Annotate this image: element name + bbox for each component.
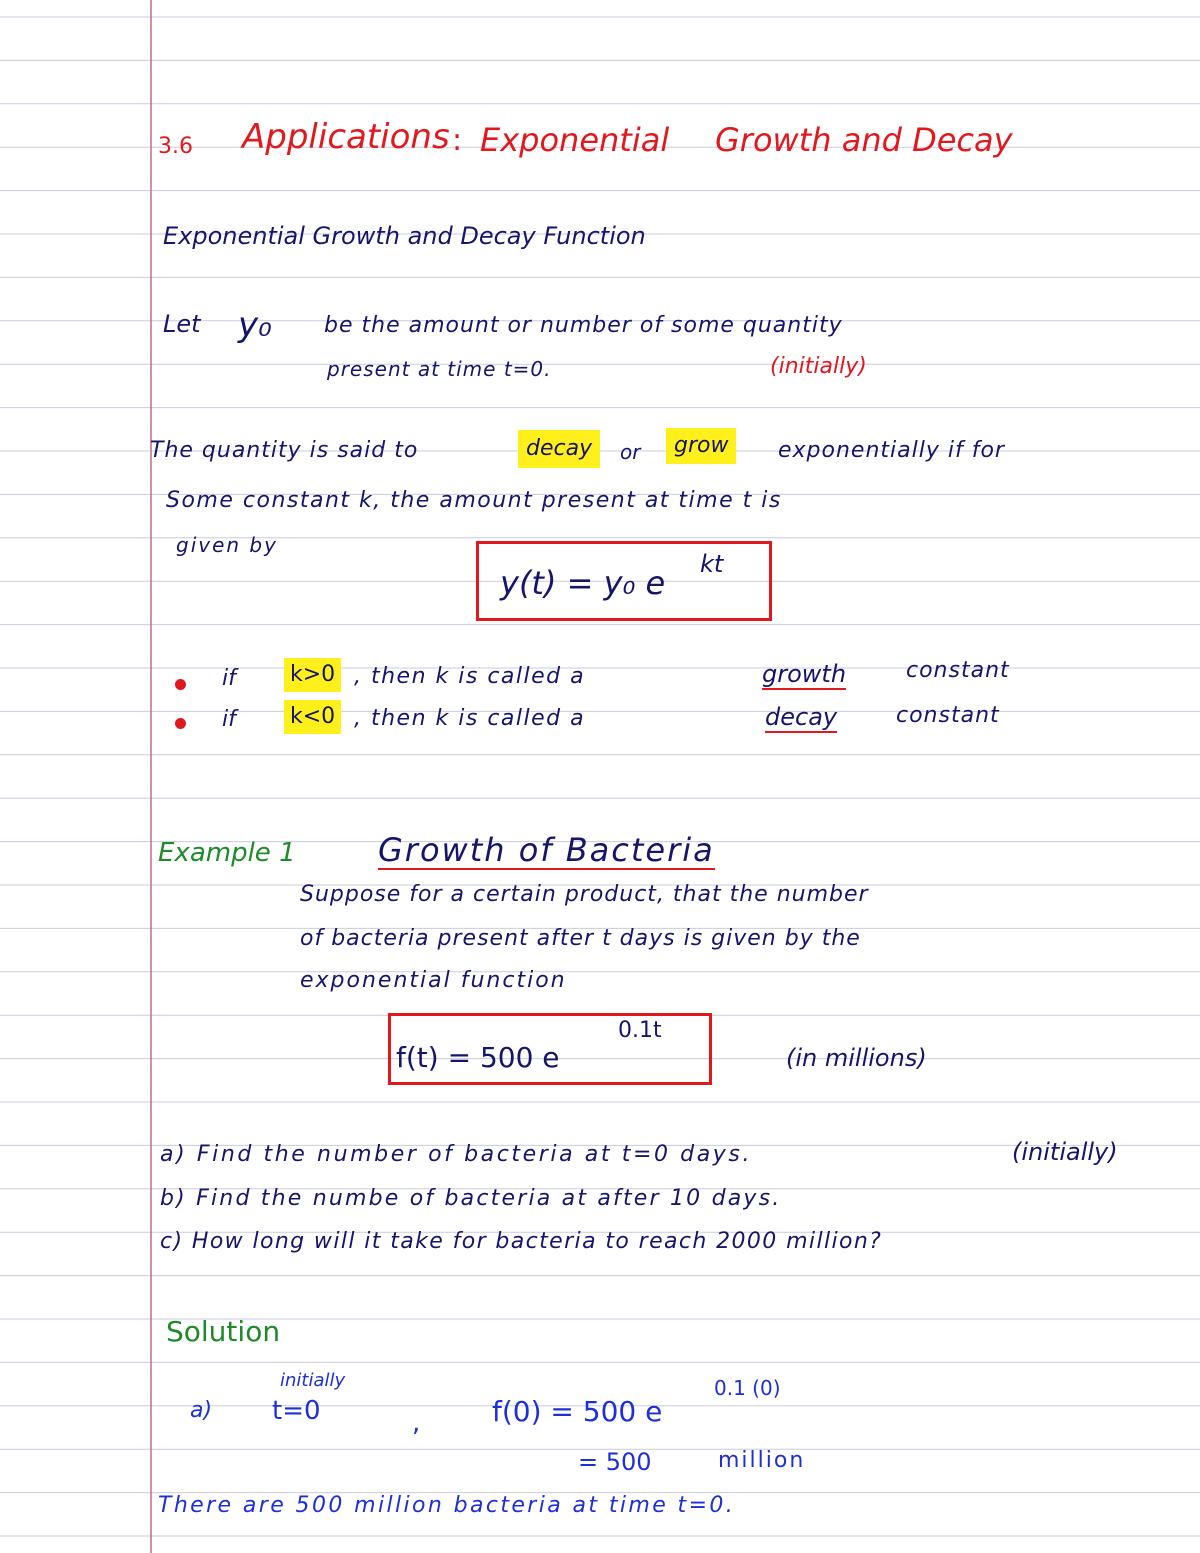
conclusion-sentence: There are 500 million bacteria at time t=0. [158,1493,736,1518]
bacteria-formula-exponent: 0.1t [618,1018,662,1043]
solution-part-label: a) [190,1398,213,1423]
result-value: = 500 [578,1448,652,1476]
example-title: Growth of Bacteria [378,831,715,869]
definition-line2: present at time t=0. [327,357,552,381]
bullet-text: , then k is called a [354,706,586,731]
question-a: a) Find the number of bacteria at t=0 days. [160,1142,753,1167]
decay-highlight: decay [518,430,600,468]
title-applications: Applications [242,117,450,157]
k-negative-highlight: k<0 [284,700,341,734]
bullet-dot [175,718,186,729]
units-note: (in millions) [786,1044,927,1072]
bullet-text: , then k is called a [354,664,586,689]
result-unit: million [718,1448,806,1473]
grow-highlight: grow [666,428,736,464]
exponential-formula: y(t) = y₀ e [500,564,666,602]
decay-term: decay [765,703,838,731]
bacteria-formula: f(t) = 500 e [396,1041,560,1074]
example-label: Example 1 [158,838,296,868]
k-positive-highlight: k>0 [284,658,341,692]
definition-heading: Exponential Growth and Decay Function [163,222,646,250]
example-line2: of bacteria present after t days is given by the [300,926,861,951]
initially-label: initially [280,1370,346,1391]
definition-line3-start: The quantity is said to [150,438,419,463]
bullet-constant: constant [906,658,1010,683]
question-b: b) Find the numbe of bacteria at after 10 days. [160,1186,782,1211]
definition-line5: given by [176,533,278,557]
example-line1: Suppose for a certain product, that the number [300,882,869,907]
y0-symbol: y₀ [238,305,272,345]
f-of-zero-exponent: 0.1 (0) [714,1376,781,1400]
bullet-if: if [222,707,236,732]
title-colon: : [452,123,463,158]
bullet-if: if [222,666,236,691]
definition-line4: Some constant k, the amount present at time t is [166,488,782,513]
bullet-dot [175,679,186,690]
example-line3: exponential function [300,968,567,993]
comma: , [412,1408,421,1438]
exponential-formula-exponent: kt [700,550,724,578]
t-equals-zero: t=0 [272,1396,321,1426]
f-of-zero: f(0) = 500 e [492,1395,663,1428]
or-word: or [620,440,641,464]
section-number: 3.6 [158,134,193,159]
definition-line1: be the amount or number of some quantity [324,313,843,338]
solution-heading: Solution [166,1315,281,1348]
question-a-note: (initially) [1012,1138,1118,1166]
title-exponential: Exponential [480,121,670,159]
initially-note: (initially) [770,354,867,379]
definition-line3-end: exponentially if for [778,438,1005,463]
bullet-constant: constant [896,703,1000,728]
question-c: c) How long will it take for bacteria to reach 2000 million? [160,1229,883,1254]
title-growth-and-decay: Growth and Decay [715,121,1013,159]
let-word: Let [163,310,201,338]
growth-term: growth [762,660,847,688]
